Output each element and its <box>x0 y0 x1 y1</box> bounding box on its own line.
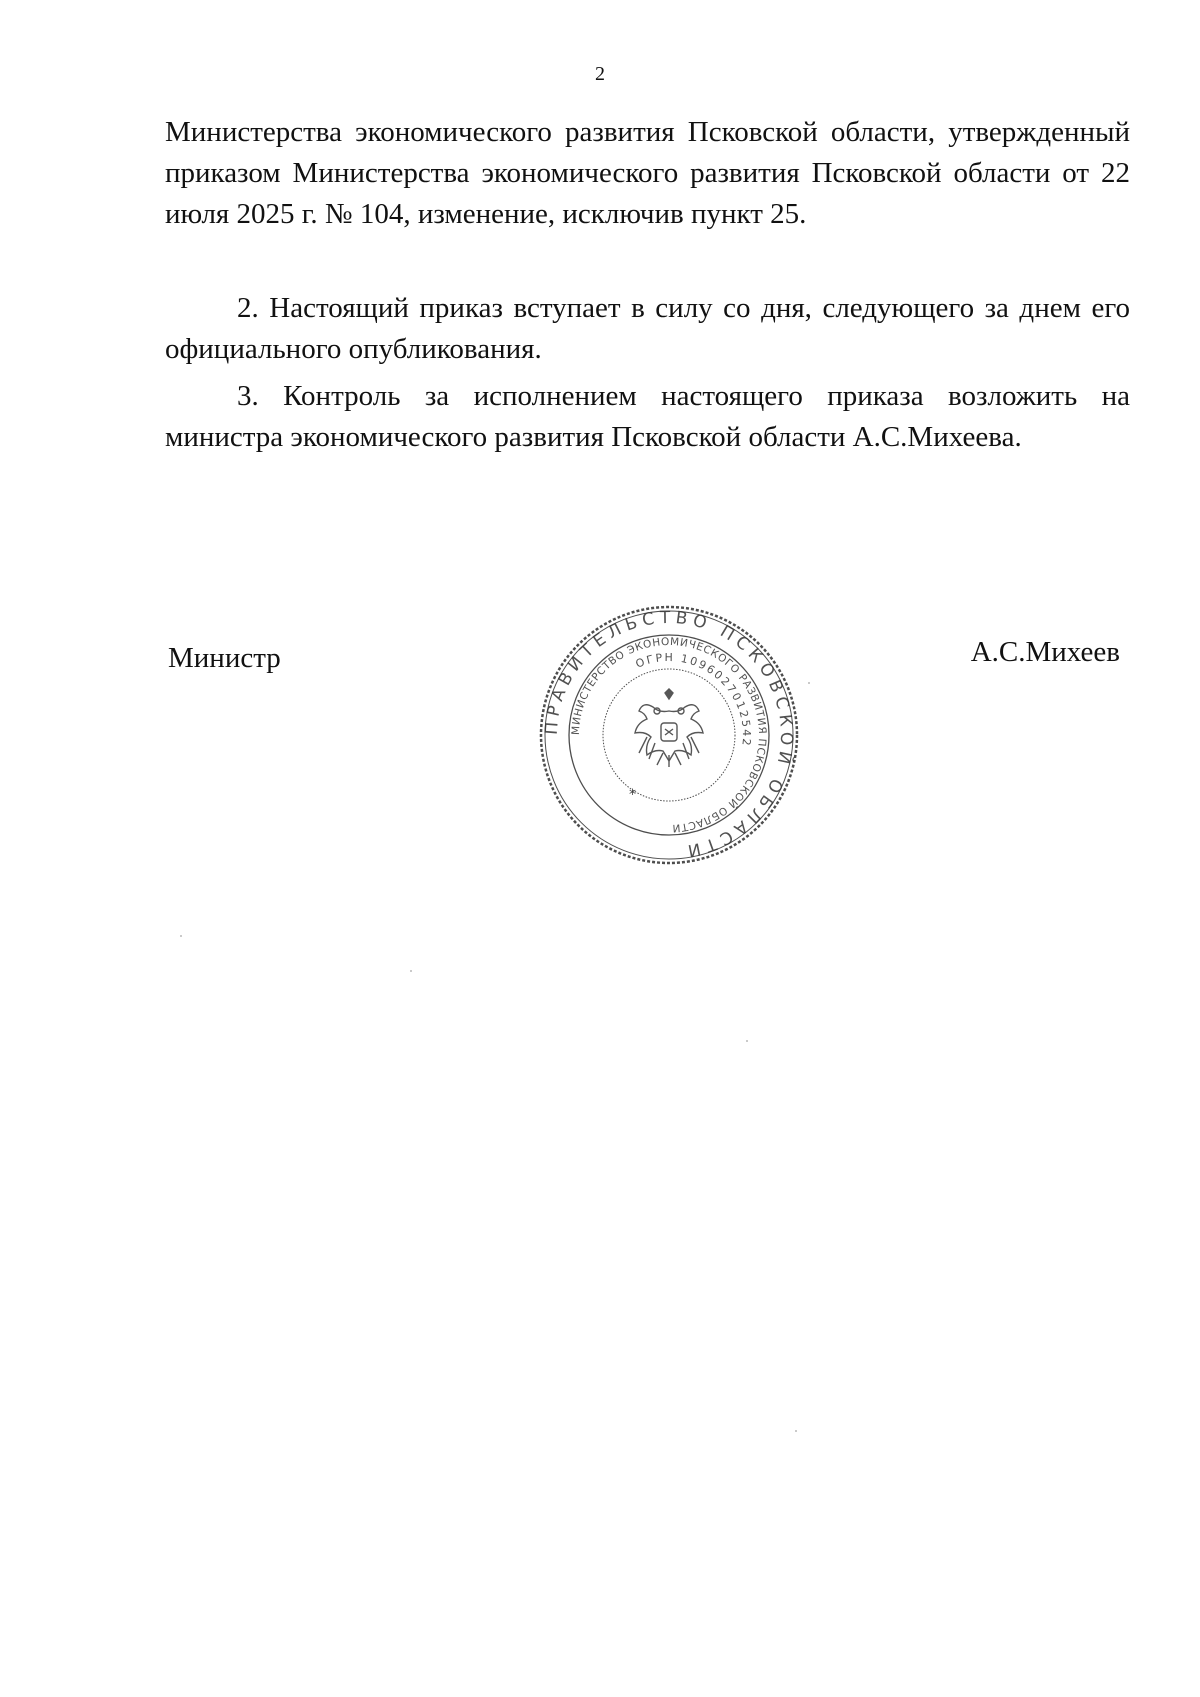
seal-star-icon: * <box>629 787 636 803</box>
seal-ogrn-text: ОГРН 1096027012542 <box>633 650 754 749</box>
signature-title: Министр <box>168 642 281 674</box>
coat-of-arms-icon <box>635 689 703 767</box>
scan-speck <box>746 1040 748 1042</box>
official-seal-graphic <box>537 603 801 867</box>
seal-outer-text: ПРАВИТЕЛЬСТВО ПСКОВСКОЙ ОБЛАСТИ <box>541 607 797 862</box>
paragraph-3: 3. Контроль за исполнением настоящего приказа возложить на министра экономического развития Псковской области А.С.Михеева. <box>165 380 1130 453</box>
signature-name: А.С.Михеев <box>970 636 1120 668</box>
paragraph-continuation: Министерства экономического развития Псковской области, утвержденный приказом Министерства экономического развития Псковской области от 22 июля 2025 г. № 104, изменение, исключив пункт 25. <box>165 116 1130 230</box>
page-number: 2 <box>595 63 605 85</box>
scan-speck <box>410 970 412 972</box>
official-seal <box>537 603 801 867</box>
svg-text:МИНИСТЕРСТВО ЭКОНОМИЧЕСКОГО РА <box>570 636 768 834</box>
scan-speck <box>795 1430 797 1432</box>
paragraph-2: 2. Настоящий приказ вступает в силу со дня, следующего за днем его официального опубликования. <box>165 292 1130 365</box>
scan-speck <box>808 682 810 684</box>
scan-speck <box>180 935 182 937</box>
seal-inner-text: МИНИСТЕРСТВО ЭКОНОМИЧЕСКОГО РАЗВИТИЯ ПСКОВСКОЙ ОБЛАСТИ <box>569 635 769 835</box>
